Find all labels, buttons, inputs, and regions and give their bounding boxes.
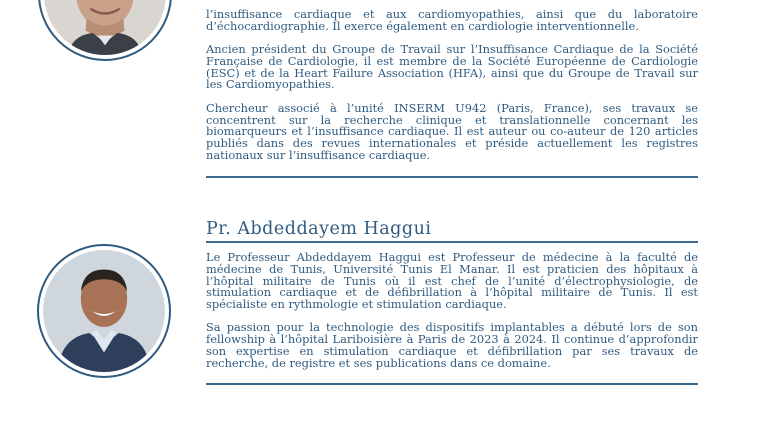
name-person2: Pr. Abdeddayem Haggui <box>206 219 432 239</box>
name-underline-person2 <box>206 241 698 243</box>
divider-person2 <box>206 383 698 385</box>
bio-person1-paragraph-2: Ancien président du Groupe de Travail sur l’Insuffisance Cardiaque de la Société Française de Cardiologie, il est membre de la Société Européenne de Cardiologie (ESC) et de la Heart Failure Association (HFA), ainsi que du Groupe de Travail sur les Cardiomyopathies. <box>206 42 698 92</box>
bio-person2-paragraph-1: Le Professeur Abdeddayem Haggui est Professeur de médecine à la faculté de médecine de Tunis, Université Tunis El Manar. Il est praticien des hôpitaux à l’hôpital militaire de Tunis où il est chef de l’unité d’électrophysiologie, de stimulation cardiaque et de défibrillation à l’hôpital militaire de Tunis. Il est spécialiste en rythmologie et stimulation cardiaque. <box>206 250 698 312</box>
bio-person1 <box>206 9 698 162</box>
portrait-photo-person1 <box>44 0 166 55</box>
avatar-person2 <box>37 244 171 378</box>
bio-person2 <box>206 252 698 370</box>
avatar-person1 <box>38 0 172 61</box>
portrait-photo-person2 <box>43 250 165 372</box>
bio-person2-paragraph-2: Sa passion pour la technologie des dispositifs implantables a débuté lors de son fellowship à l’hôpital Lariboisière à Paris de 2023 à 2024. Il continue d’approfondir son expertise en stimulation cardiaque et défibrillation par ses travaux de recherche, de registre et ses publications dans ce domaine. <box>206 320 698 370</box>
bio-person1-paragraph-1: l’insuffisance cardiaque et aux cardiomyopathies, ainsi que du laboratoire d’échocardiographie. Il exerce également en cardiologie interventionnelle. <box>206 7 698 33</box>
divider-person1 <box>206 176 698 178</box>
bio-person1-paragraph-3: Chercheur associé à l’unité INSERM U942 (Paris, France), ses travaux se concentrent sur la recherche clinique et translationnelle concernant les biomarqueurs et l’insuffisance cardiaque. Il est auteur ou co-auteur de 120 articles publiés dans des revues internationales et préside actuellement les registres nationaux sur l’insuffisance cardiaque. <box>206 100 698 162</box>
